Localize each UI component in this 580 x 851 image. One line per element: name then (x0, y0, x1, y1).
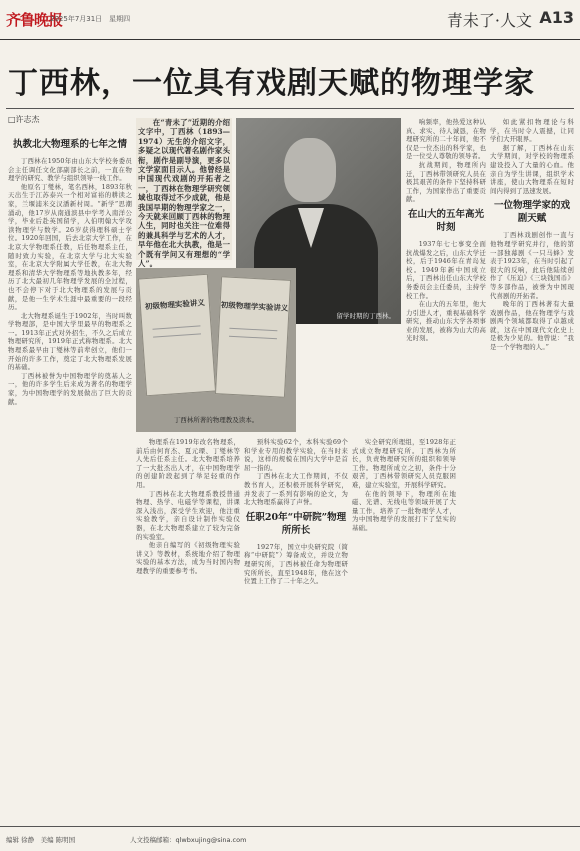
section-title: 青未了·人文 (446, 11, 532, 30)
book-line (229, 336, 277, 340)
subhead-shanda: 在山大的五年高光时刻 (407, 208, 484, 233)
book-title-1: 初级物理实验讲义 (144, 297, 206, 312)
paragraph: 1927年，国立中央研究院（简称“中研院”）筹备成立，并设立物理研究所，丁西林被任命为物理研究所所长，直至1948年，他在这个位置上工作了二十年之久。 (244, 542, 348, 586)
book-line (153, 325, 201, 329)
column-2 (136, 438, 240, 824)
portrait-caption: 留学时期的丁西林。 (336, 312, 395, 320)
paragraph: 北大物理系诞生于1902年，当时叫数学物理部，是中国大学里最早的物理系之一。1913年正式对外招生，不久之后成立物理研究所，1919年正式称物理系。北大物理系最早由丁燮林等前辈创立，他们一开始的许多工作，奠定了北大物理系发展的基础。 (8, 311, 132, 372)
paragraph: 丁西林在北大物理系教授普通物理、热学、电磁学等课程，讲课深入浅出，深受学生欢迎，他注重实验教学，亲自设计制作实验仪器，在北大物理系建立了较为完备的实验室。 (136, 489, 240, 541)
sidebar-text: 在“青未了”近期的介绍文字中，丁西林（1893—1974）无生的介绍文字，多疑之以现代著名剧作家头衔，剧作是副导演，更多以文学家面目示人。他曾经是中国现代戏剧的开拓者之一，丁西林在物理学研究领域也取得过不少成就，他是我国早期的物理学家之一，今天就来回顾丁西林的物理人生，同时也关注一位难得的兼具科学与艺术的人才，早年他在北大执教，他是一个既有学问又有理想的“学人”。 (138, 118, 230, 269)
intro-sidebar (136, 118, 232, 269)
page-footer (0, 826, 580, 851)
book-cover-2 (215, 276, 291, 398)
photo-figure-head (284, 138, 336, 202)
column-1 (8, 134, 132, 824)
paragraph: 他原名丁燮林，笔名西林，1893年秋天出生于江苏泰兴一个相对富裕的耕读之家，兰堰浦米交汉潘新村周。“新学”思潮涌动，他17岁从南通滨县中学考入南洋公学，毕业后赴英国留学，入伯明翰大学攻读物理学与数学。26岁获得理科硕士学位。1920年回国，后去北京大学工作，在北京大学物理系任教，后任物理系主任，随时致力实验，在北京大学与北大实验室，在北京大学附属大学任教，在北大物理系和清华大学物理系等地执教多年，经历了北大最初几年物理学发展的全过程，也不会停下对于北大物理系的发展与贡献，是他一生学术生涯中最重要的一段经历。 (8, 182, 132, 312)
paragraph: 如此紧扣物理论与科学，在当时令人震撼，让同学们大开眼界。 (490, 118, 574, 144)
paragraph: 晚年的丁西林著有大量戏剧作品，他在物理学与戏剧两个领域都取得了卓越成就，这在中国现代文化史上是极为少见的。他曾说：“我是一个学物理的人。” (490, 300, 574, 352)
paragraph: 丁西林在北大工作期间，不仅教书育人，还积极开展科学研究，并发表了一系列有影响的论文，为北大物理系赢得了声誉。 (244, 472, 348, 507)
books-caption: 丁西林所著的物理教及读本。 (173, 416, 259, 424)
byline: □许志杰 (8, 115, 40, 124)
newspaper-logo: 齐鲁晚报 (6, 11, 63, 29)
paragraph: 物理系在1919年改名物理系，前后由何育杰、夏元瑮、丁燮林等人先后任系主任。北大物理系培养了一大批杰出人才，在中国物理学的创建阶段起到了举足轻重的作用。 (136, 438, 240, 489)
column-5 (406, 118, 486, 434)
column-3 (244, 438, 348, 824)
issue-date: 2025年7月31日 星期四 (50, 15, 131, 23)
paragraph: 在山大的五年里，他大力引进人才，重视基础科学研究，推动山东大学各项事业的发展，被称为山大的高光时刻。 (406, 300, 486, 343)
paragraph: 1937年七七事变全面抗战爆发之后，山东大学迁校，后于1946年在青岛复校。1949年新中国成立后，丁西林出任山东大学校务委员会主任委员，主持学校工作。 (406, 239, 486, 300)
book-cover-1 (138, 274, 216, 397)
subhead-drama: 一位物理学家的戏剧天赋 (493, 200, 570, 225)
book-title-2: 初级物理学实验讲义 (220, 300, 289, 313)
paragraph: 他亲自编写的《初级物理实验讲义》等教材，系统地介绍了物理实验的基本方法，成为当时国内物理教学的重要参考书。 (136, 541, 240, 575)
column-4 (352, 438, 456, 824)
paragraph: 在他的领导下，物理所在地磁、光谱、无线电等领域开展了大量工作，培养了一批物理学人才，为中国物理学的发展打下了坚实的基础。 (352, 489, 456, 532)
paragraph: 抗战期间，物理所内迁，丁西林带领研究人员在极其艰苦的条件下坚持科研工作，为国家作出了重要贡献。 (406, 160, 486, 204)
editor-credit: 编辑 徐静 美编 陈明国 (6, 836, 76, 844)
paragraph: 丁西林戏剧创作一直与他物理学研究并行，他的第一部独幕剧《一只马蜂》发表于1923年，在当时引起了很大的反响，此后他陆续创作了《压迫》《三块钱国币》等多部作品，被誉为中国现代喜剧的开拓者。 (490, 231, 574, 300)
book-line (153, 333, 201, 337)
subhead-beijing: 执教北大物理系的七年之情 (12, 139, 127, 150)
paragraph: 丁西林被誉为中国物理学的奠基人之一，他的许多学生后来成为著名的物理学家，为中国物理学的发展做出了巨大的贡献。 (8, 371, 132, 406)
books-photo (136, 268, 296, 432)
subhead-institute: 任职20年“中研院”物理所所长 (245, 511, 347, 536)
submission-email: 人文投稿邮箱：qlwbxujing@sina.com (130, 836, 247, 844)
paragraph: 丁西林在1950年由山东大学校务委员会主任调任文化部副部长之前，一直在物理学的研究、教学与组织领导一线工作。 (8, 157, 132, 183)
page-number: A13 (539, 8, 574, 27)
paragraph: 响频率，他热爱这种认真、求实、待人诚恳，在物理研究所的二十年间，他不仅是一位杰出的科学家，也是一位受人尊敬的领导者。 (406, 118, 486, 161)
paragraph: 据了解，丁西林在山东大学期间，对学校的物理系建设投入了大量的心血。他亲自为学生讲课，组织学术讲座，使山大物理系在短时间内得到了迅速发展。 (490, 143, 574, 195)
headline-rule (6, 108, 574, 109)
article-headline: 丁西林，一位具有戏剧天赋的物理学家 (8, 66, 535, 101)
book-line (229, 328, 277, 332)
paragraph: 实全研究所理组，至1928年正式成立物理研究所。丁西林为所长，负责物理研究所的组织和领导工作。物理所成立之初，条件十分艰苦，丁西林带领研究人员克服困难，建立实验室，开展科学研究。 (352, 438, 456, 489)
masthead (0, 0, 580, 40)
paragraph: 预科实验62个，本科实验69个和学业专用的教学实验，在当时来说，这样的规模在国内大学中是首屈一指的。 (244, 438, 348, 472)
column-6 (490, 118, 574, 824)
